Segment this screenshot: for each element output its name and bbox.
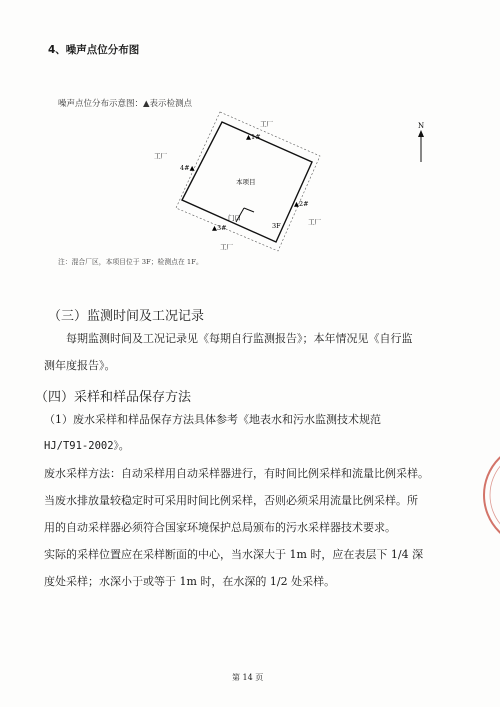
paragraph-line: 测年度报告》。: [44, 359, 116, 372]
label-point-2: ▲2#: [294, 200, 309, 208]
paragraph-line: 用的自动采样器必须符合国家环境保护总局颁布的污水采样器技术要求。: [44, 521, 396, 534]
label-factory-right: 工厂: [308, 218, 321, 226]
seal-stamp-icon: [476, 440, 500, 550]
paragraph-line: 每期监测时间及工况记录见《每期自行监测报告》；本年情况见《自行监: [66, 332, 413, 345]
paragraph-line: 实际的采样位置应在采样断面的中心，当水深大于 1m 时，应在表层下 1/4 深: [44, 548, 424, 561]
paragraph-line: HJ/T91-2002》。: [44, 440, 130, 452]
paragraph-line: 当废水排放量较稳定时可采用时间比例采样，否则必须采用流量比例采样。所: [44, 494, 418, 507]
label-point-3: ▲3#: [212, 224, 227, 232]
north-arrow-icon: [418, 122, 424, 162]
figure-note: 注：混合厂区，本项目位于 3F；检测点在 1F。: [58, 258, 203, 266]
label-point-4: 4#▲: [180, 164, 195, 172]
svg-text:N: N: [418, 122, 425, 130]
paragraph-line: 度处采样；水深小于或等于 1m 时，在水深的 1/2 处采样。: [44, 575, 336, 588]
heading-sampling-method: （四）采样和样品保存方法: [35, 390, 192, 405]
heading-monitoring-time: （三）监测时间及工况记录: [48, 309, 205, 324]
noise-point-diagram: [150, 108, 450, 258]
figure-caption: 噪声点位分布示意图：▲表示检测点: [58, 99, 193, 109]
label-point-1: ▲1#: [246, 133, 261, 141]
label-factory-left: 工厂: [154, 152, 167, 160]
label-factory-bottom: 工厂: [220, 243, 233, 251]
label-gate: 门口: [228, 214, 241, 222]
paragraph-line: 废水采样方法：自动采样用自动采样器进行，有时间比例采样和流量比例采样。: [44, 467, 429, 480]
paragraph-line: （1）废水采样和样品保存方法具体参考《地表水和污水监测技术规范: [44, 413, 381, 426]
label-factory-top: 工厂: [260, 120, 273, 128]
label-floor: 3F: [272, 222, 281, 230]
page-number: 第 14 页: [232, 673, 264, 682]
section-heading: 4、噪声点位分布图: [48, 44, 140, 56]
label-project: 本项目: [236, 178, 256, 186]
